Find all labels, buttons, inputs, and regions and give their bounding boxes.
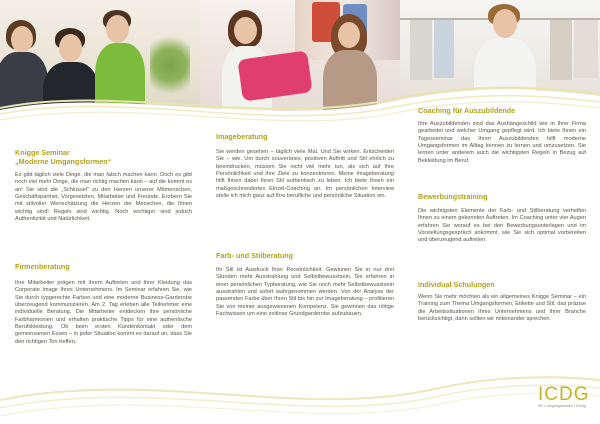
- individual-schulungen-text: Wenn Sie mehr möchten als ein allgemeines Knigge Seminar – ein Training zum Thema Umgangsformen, Etikette und Stil, das präzise die Arbeitssituationen Ihres Unternehmens und Ihrer Branche berücksichtigt, dann sollten wir miteinander sprechen.: [418, 294, 586, 323]
- imageberatung-text: Sie werden gesehen – täglich viele Mal. Und Sie wirken. Entscheiden Sie – wie. Um durch souveränes, positiven Auftritt und Stil ehrlich zu beeindrucken, müssen Sie nicht viel mehr tun, als sich auf Ihre Persönlichkeit und Ihre Ziele zu konzentrieren. Meine Imageberatung hilft Ihnen dabei Ihren Stil authentisch zu leben. Ich biete Ihnen ein maßgeschneidertes Einzel-Coaching an. Im persönlichen Interview stelle ich mich ganz auf Ihre berufliche und persönliche Situation ein.: [216, 149, 394, 200]
- bewerbungstraining-text: Die wichtigsten Elemente der Farb- und Stilberatung verhelfen Ihnen zu einem gekonnten Auftreten. Im Coaching unter vier Augen erfahren Sie worauf es bei den Bewerbungsunterlagen und im Vorstellungsgespräch ankommt, wie Sie sich optimal vorbereiten und überzeugend auftreten.: [418, 208, 586, 244]
- farb-stilberatung-heading: Farb- und Stilberatung: [216, 251, 294, 260]
- coaching-heading: Coaching für Auszubildende: [418, 106, 516, 115]
- heading-line-2: „Moderne Umgangsformen“: [15, 157, 112, 166]
- firmenberatung-text: Ihre Mitarbeiter prägen mit ihrem Auftreten und ihrer Kleidung das Corporate Image Ihres Unternehmens. Im Seminar erfahren Sie, wie Sie durch typgerechte Farben und eine moderne Business-Garderobe überzeugend kommunizieren. Am 2. Tag erleben alle Teilnehmer eine individuelle Beratung. Die Mitarbeiter entdecken ihre persönliche Farbharmonien und erhalten praktische Tipps für eine authentische Berufskleidung. Ob beim ersten Kundenkontakt oder dem gemeinsamen Essen – in jeder Situation kommt es darauf an, dass Sie den richtigen Ton treffen.: [15, 280, 192, 345]
- heading-line-1: Knigge Seminar: [15, 148, 70, 157]
- imageberatung-heading: Imageberatung: [216, 132, 268, 141]
- farb-stilberatung-text: Ihr Stil ist Ausdruck Ihrer Persönlichkeit. Gewinnen Sie in nur drei Stunden mehr Ausstrahlung und Selbstbewusstsein. Sie erfahren in einer persönlichen Typberatung, wie Sie noch mehr Selbstbewusstsein ausstrahlen und sofort wahrgenommen werden. Von der Analyse der passenden Farbe über Ihren Stil bis hin zur Imageberatung – profitieren Sie von meiner ausgewiesenen Kompetenz. Sie gewinnen das nötige Fachwissen um eine zeitlose Grundgarderobe aufzubauen.: [216, 267, 394, 318]
- bewerbungstraining-heading: Bewerbungstraining: [418, 192, 488, 201]
- coaching-text: Ihre Auszubildenden sind das Aushängeschild wie in Ihrer Firma gearbeitet und welcher Umgang gepflegt wird. Ich biete Ihnen ein Tagesseminar das Ihren Auszubildenden hilft moderne Umgangsformen im Alltag kennen zu lernen und umzusetzen. Sie lernen unter anderem auch die wichtigsten Regeln in Bezug auf Bekleidung im Beruf.: [418, 121, 586, 164]
- knigge-seminar-heading: [15, 148, 111, 166]
- knigge-seminar-text: Es gibt täglich viele Dinge, die man falsch machen kann. Doch es gibt noch viel mehr Dinge, die man richtig machen kann – auf die kommt es an! Sie sind die „Schlüssel“ zu den Herzen unserer Mitmenschen, Geschäftspartner, Vorgesetzten, Mitarbeiter und Freunde. Erobern Sie mit stilvoller Wertschätzung die Herzen der Menschen, die Ihnen wichtig sind! Regeln sind wichtig. Noch wichtiger sind jedoch Authentizität und Natürlichkeit.: [15, 172, 192, 223]
- icdg-logo: [538, 385, 588, 409]
- firmenberatung-heading: Firmenberatung: [15, 262, 70, 271]
- logo-mark: ICDG: [538, 384, 590, 405]
- individual-schulungen-heading: Individual Schulungen: [418, 280, 495, 289]
- logo-tagline: Stil • Umgangsformen • Erfolg: [538, 404, 586, 408]
